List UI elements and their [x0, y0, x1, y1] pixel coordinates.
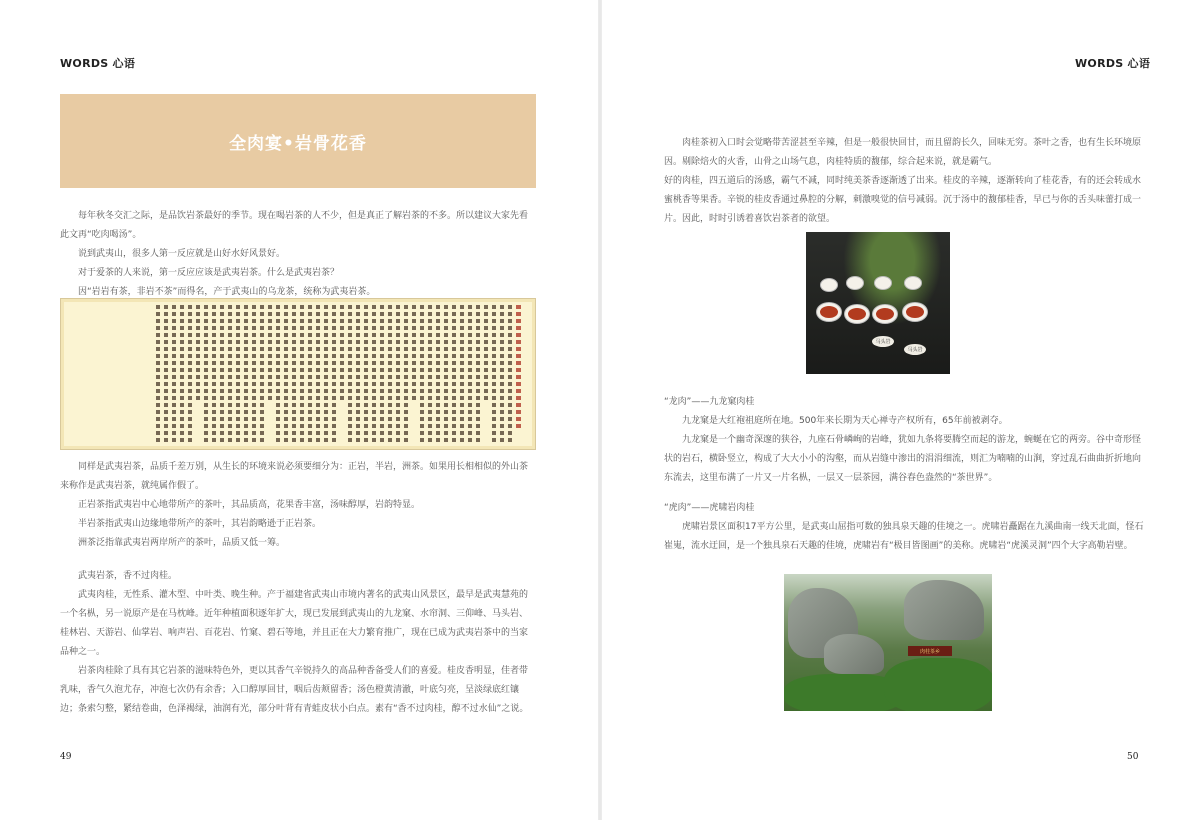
calligraphy-column — [404, 305, 408, 443]
calligraphy-column — [500, 305, 504, 443]
tea-tasting-photo — [806, 232, 950, 374]
calligraphy-column — [372, 305, 376, 443]
tea-cup — [902, 302, 928, 322]
calligraphy-column — [276, 305, 280, 443]
paragraph: 对于爱茶的人来说，第一反应应该是武夷岩茶。什么是武夷岩茶？ — [78, 268, 340, 278]
rougui-taste-paragraphs — [664, 134, 1144, 229]
paragraph: 武夷岩茶，香不过肉桂。 — [78, 571, 178, 581]
calligraphy-column — [380, 305, 384, 443]
jiulongke-section — [664, 393, 1144, 488]
calligraphy-column — [212, 305, 216, 443]
page-header-left — [60, 55, 135, 71]
calligraphy-column — [444, 305, 448, 443]
calligraphy-column — [260, 305, 264, 443]
calligraphy-column — [388, 305, 392, 443]
left-page — [0, 0, 598, 820]
calligraphy-column — [412, 305, 416, 402]
paragraph: 好的肉桂，四五道后的汤感，霸气不减，同时纯美茶香逐渐透了出来。桂皮的辛辣，逐渐转向了桂花香，有的还会转成水蜜桃香等果香。辛锐的桂皮香通过鼻腔的分解，刺激嗅觉的信号减弱。沉于汤中的馥郁桂香，早已与你的舌头味蕾打成一片。因此，时时引诱着喜饮岩茶者的欲望。 — [664, 176, 1142, 224]
page-header-right — [1075, 55, 1150, 71]
paragraph: 九龙窠是大红袍祖庭所在地。500年来长期为天心禅寺产权所有，65年前被剥夺。 — [682, 416, 1008, 426]
paragraph: 同样是武夷岩茶，品质千差万别，从生长的环境来说必须要细分为：正岩，半岩，洲茶。如果用长相相似的外山茶来称作是武夷岩茶，就纯属作假了。 — [60, 462, 529, 491]
calligraphy-column — [204, 305, 208, 443]
calligraphy-column — [436, 305, 440, 443]
calligraphy-column — [292, 305, 296, 443]
tea-label-tag: 马头岩 — [904, 344, 926, 355]
calligraphy-column — [428, 305, 432, 443]
calligraphy-column — [164, 305, 168, 443]
tea-lid — [874, 276, 892, 290]
article-title-band — [60, 94, 536, 188]
paragraph: 因“岩岩有茶，非岩不茶”而得名，产于武夷山的乌龙茶，统称为武夷岩茶。 — [78, 287, 376, 297]
calligraphy-column — [156, 305, 160, 443]
tea-lid — [846, 276, 864, 290]
calligraphy-column — [356, 305, 360, 443]
tea-lid — [904, 276, 922, 290]
tea-lid — [820, 278, 838, 292]
calligraphy-column — [196, 305, 200, 402]
calligraphy-column — [244, 305, 248, 443]
rock — [824, 634, 884, 674]
rock — [904, 580, 984, 640]
paragraph: 半岩茶指武夷山边缘地带所产的茶叶，其岩韵略逊于正岩茶。 — [78, 519, 322, 529]
paragraph: 九龙窠是一个幽奇深邃的狭谷，九座石骨嶙峋的岩峰，犹如九条将要腾空而起的游龙，蜿蜒在它的两旁。谷中奇形怪状的岩石，横卧竖立，构成了大大小小的沟壑，而从岩缝中渗出的涓涓细流，则汇为喃喃的山涧，穿过乱石曲曲折折地向东流去，这里布满了一片又一片名枞，一层又一层茶园，满谷春色盎然的“茶世界”。 — [664, 435, 1142, 483]
calligraphy-column — [452, 305, 456, 443]
calligraphy-columns — [75, 305, 521, 443]
paragraph: 正岩茶指武夷岩中心地带所产的茶叶，其品质高，花果香丰富，汤味醇厚，岩韵特显。 — [78, 500, 421, 510]
calligraphy-column — [468, 305, 472, 443]
rougui-paragraphs — [60, 567, 530, 719]
tea-cup — [844, 304, 870, 324]
intro-paragraphs — [60, 207, 530, 302]
calligraphy-column — [348, 305, 352, 443]
paragraph: 虎啸岩景区面积17平方公里，是武夷山屈指可数的独具泉天趣的佳境之一。虎啸岩矗踞在九溪曲南一线天北面，怪石崔嵬，流水迂回，是一个独具泉石天趣的佳境，虎啸岩有“极目皆图画”的美称。虎啸岩“虎溪灵洞”四个大字高勒岩壁。 — [664, 522, 1144, 551]
calligraphy-column — [484, 305, 488, 402]
calligraphy-column — [236, 305, 240, 443]
calligraphy-column — [228, 305, 232, 443]
tea-label-tag: 马头岩 — [872, 336, 894, 347]
page-number-left: 49 — [60, 752, 72, 762]
section-heading: “虎肉”——虎啸岩肉桂 — [664, 503, 755, 513]
header-words: WORDS — [1075, 57, 1124, 70]
header-cn: 心语 — [1127, 57, 1151, 70]
tea-cup — [816, 302, 842, 322]
calligraphy-column — [364, 305, 368, 443]
paragraph: 洲茶泛指靠武夷岩两岸所产的茶叶，品质又低一筹。 — [78, 538, 286, 548]
calligraphy-column — [476, 305, 480, 443]
tea-bushes — [884, 658, 992, 711]
calligraphy-column — [340, 305, 344, 402]
page-number-right: 50 — [1127, 752, 1139, 762]
calligraphy-column — [460, 305, 464, 443]
calligraphy-column — [252, 305, 256, 443]
calligraphy-column — [516, 305, 521, 429]
paragraph: 武夷肉桂，无性系、灌木型、中叶类、晚生种。产于福建省武夷山市境内著名的武夷山风景区，最早是武夷慧苑的一个名枞，另一说原产是在马枕峰。近年种植面积逐年扩大，现已发展到武夷山的九龙窠、水帘洞、三仰峰、马头岩、桂林岩、天游岩、仙掌岩、响声岩、百花岩、竹窠、碧石等地，并且正在大力繁育推广，现在已成为武夷岩茶中的当家品种之一。 — [60, 590, 529, 657]
section-heading: “龙肉”——九龙窠肉桂 — [664, 397, 755, 407]
tea-cup — [872, 304, 898, 324]
header-cn: 心语 — [112, 57, 136, 70]
calligraphy-column — [332, 305, 336, 443]
paragraph: 肉桂茶初入口时会觉略带苦涩甚至辛辣，但是一般很快回甘，而且留韵长久，回味无穷。茶叶之香，也有生长环境原因。剔除焙火的火香，山骨之山场气息，肉桂特质的馥郁，综合起来说，就是霸气。 — [664, 138, 1142, 167]
calligraphy-column — [396, 305, 400, 443]
calligraphy-column — [284, 305, 288, 443]
calligraphy-column — [188, 305, 192, 443]
calligraphy-column — [180, 305, 184, 443]
calligraphy-column — [268, 305, 272, 402]
calligraphy-column — [220, 305, 224, 443]
paragraph: 每年秋冬交汇之际，是品饮岩茶最好的季节。现在喝岩茶的人不少，但是真正了解岩茶的不多。所以建议大家先看此文再“吃肉喝汤”。 — [60, 211, 529, 240]
calligraphy-column — [308, 305, 312, 443]
calligraphy-column — [172, 305, 176, 443]
calligraphy-scroll-image — [60, 298, 536, 450]
grade-paragraphs — [60, 458, 530, 553]
article-title: 全肉宴•岩骨花香 — [229, 133, 367, 154]
calligraphy-column — [420, 305, 424, 443]
calligraphy-column — [324, 305, 328, 443]
calligraphy-column — [300, 305, 304, 443]
mountain-tea-garden-photo — [784, 574, 992, 711]
header-words: WORDS — [60, 57, 109, 70]
calligraphy-column — [508, 305, 512, 443]
paragraph: 说到武夷山，很多人第一反应就是山好水好风景好。 — [78, 249, 286, 259]
paragraph: 岩茶肉桂除了具有其它岩茶的滋味特色外，更以其香气辛锐持久的高品种香备受人们的喜爱。桂皮香明显，佳者带乳味，香气久泡尤存，冲泡七次仍有余香；入口醇厚回甘，咽后齿颊留香；汤色橙黄清澈，叶底匀亮，呈淡绿底红镶边；条索匀整，紧结卷曲，色泽褐绿，油润有光，部分叶背有青蛙皮状小白点。素有“香不过肉桂，醇不过水仙”之说。 — [60, 666, 529, 714]
calligraphy-column — [492, 305, 496, 443]
calligraphy-column — [316, 305, 320, 443]
huxiaoyan-section — [664, 499, 1144, 556]
garden-sign: 肉桂茶乡 — [908, 646, 952, 656]
